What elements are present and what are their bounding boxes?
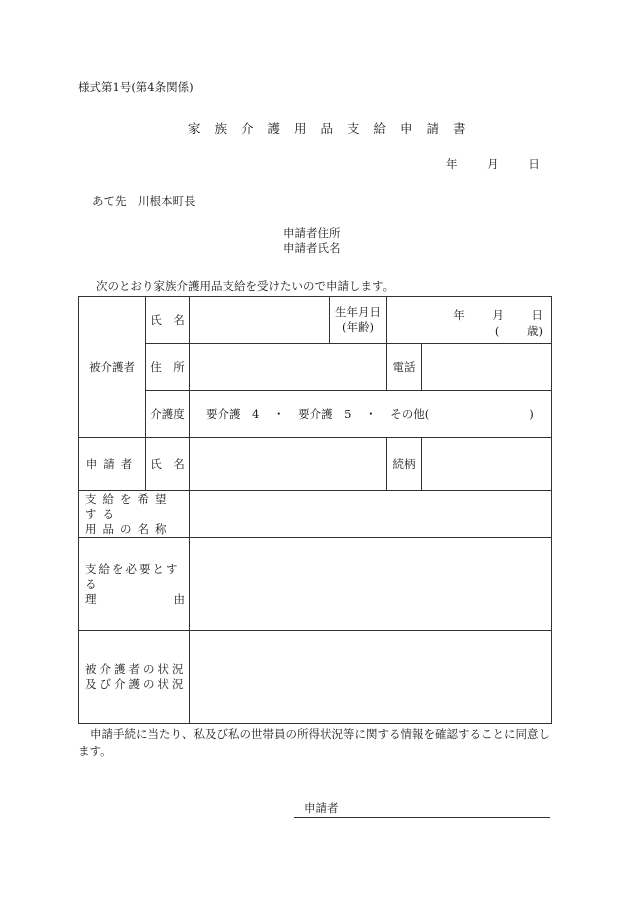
birth-date-line — [429, 307, 543, 323]
applicant-name-label: 申請者氏名 — [283, 241, 341, 255]
document-title: 家族介護用品支給申請書 — [188, 121, 480, 136]
date-year: 年 — [446, 157, 458, 171]
status-label — [79, 631, 190, 724]
table-row — [79, 438, 552, 491]
reason-label — [79, 538, 190, 631]
table-row — [79, 297, 552, 344]
patient-group-label: 被介護者 — [79, 297, 146, 438]
relation-field[interactable] — [422, 438, 552, 491]
care-separator: ・ — [365, 407, 377, 421]
intro-text: 次のとおり家族介護用品支給を受けたいので申請します。 — [96, 279, 395, 293]
applicant-name-label-cell: 氏 名 — [146, 438, 190, 491]
patient-address-label: 住 所 — [146, 344, 190, 391]
age-line — [471, 323, 543, 339]
applicant-name-field[interactable] — [190, 438, 387, 491]
signature-line[interactable]: 申請者 — [294, 800, 550, 818]
phone-field[interactable] — [422, 344, 552, 391]
patient-name-label: 氏 名 — [146, 297, 190, 344]
item-name-field[interactable] — [190, 491, 552, 538]
reason-label-line2 — [85, 592, 189, 607]
care-level-label: 介護度 — [146, 391, 190, 438]
birth-month: 月 — [492, 308, 504, 322]
birth-label-line2: (年齢) — [342, 320, 374, 334]
status-field[interactable] — [190, 631, 552, 724]
age-unit: 歳) — [527, 324, 543, 338]
patient-name-field[interactable] — [190, 297, 330, 344]
applicant-group-label: 申請者 — [79, 438, 146, 491]
care-option-other[interactable]: その他( — [390, 407, 430, 421]
reason-label-char1: 理 — [85, 591, 97, 606]
reason-label-char2: 由 — [173, 591, 185, 606]
care-option-level4[interactable]: 要介護 4 — [206, 407, 260, 421]
status-label-line1: 被介護者の状況 — [85, 662, 187, 676]
table-row — [79, 538, 552, 631]
date-month: 月 — [487, 157, 499, 171]
reason-label-line1: 支給を必要とする — [85, 561, 180, 591]
care-option-level5[interactable]: 要介護 5 — [298, 407, 352, 421]
patient-address-field[interactable] — [190, 344, 387, 391]
table-row — [79, 491, 552, 538]
addressee: あて先 川根本町長 — [92, 194, 196, 208]
item-label-line1: 支給を希望する — [85, 491, 173, 521]
birth-day: 日 — [531, 308, 543, 322]
birth-year: 年 — [453, 308, 465, 322]
date-day: 日 — [528, 157, 540, 171]
birth-label-line1: 生年月日 — [335, 305, 381, 319]
care-level-options[interactable] — [190, 391, 552, 438]
birth-date-field[interactable] — [387, 297, 552, 344]
table-row — [79, 631, 552, 724]
status-label-line2: 及び介護の状況 — [85, 677, 187, 691]
date-line — [446, 156, 540, 172]
relation-label: 続柄 — [387, 438, 422, 491]
applicant-address-label: 申請者住所 — [283, 226, 341, 240]
care-option-other-close: ) — [529, 407, 534, 421]
care-separator: ・ — [272, 407, 285, 421]
application-table — [78, 296, 552, 724]
form-number: 様式第1号(第4条関係) — [78, 80, 194, 94]
consent-text: 申請手続に当たり、私及び私の世帯員の所得状況等に関する情報を確認することに同意します。 — [78, 727, 550, 758]
age-open: ( — [494, 324, 500, 338]
table-row — [79, 391, 552, 438]
birth-label — [330, 297, 387, 344]
applicant-block — [283, 226, 341, 256]
item-name-label — [79, 491, 190, 538]
item-label-line2: 用品の名称 — [85, 521, 173, 536]
reason-field[interactable] — [190, 538, 552, 631]
phone-label: 電話 — [387, 344, 422, 391]
table-row — [79, 344, 552, 391]
